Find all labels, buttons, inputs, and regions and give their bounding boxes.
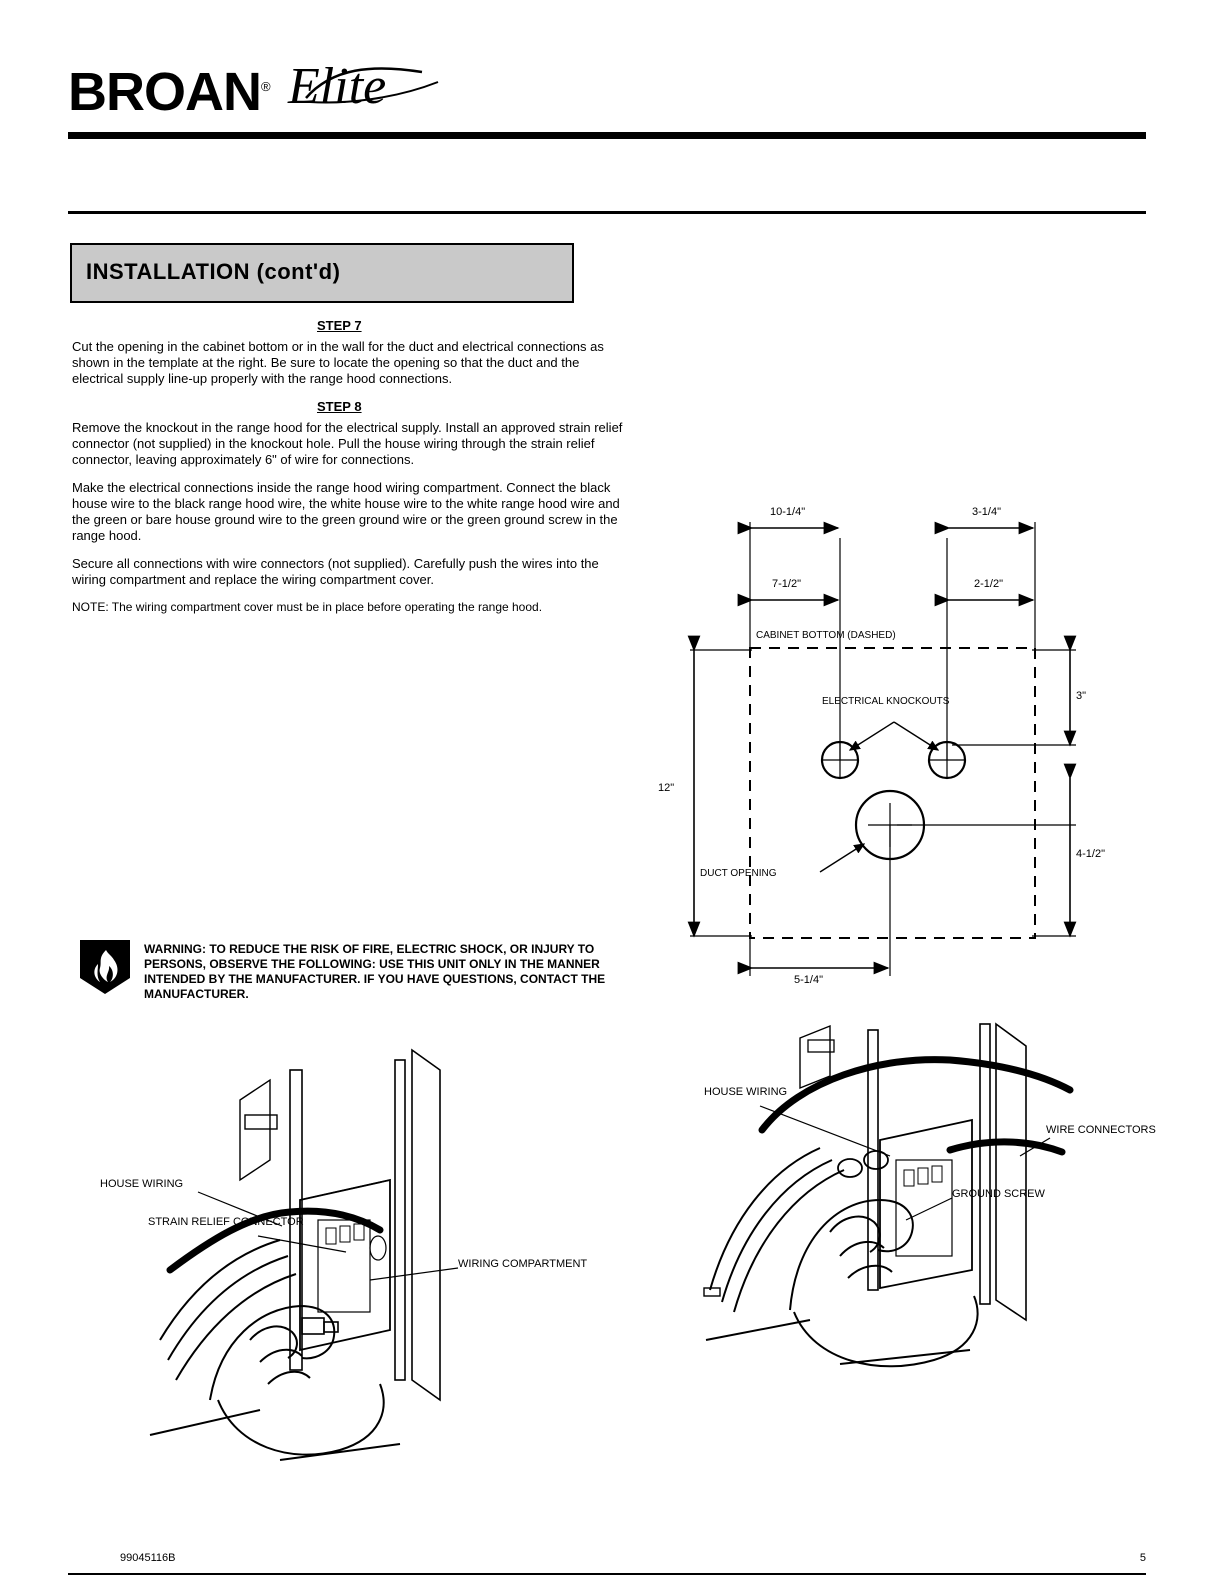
- dim-inner-left: 7-1/2": [772, 578, 801, 590]
- cutout-template-diagram: [658, 500, 1105, 1020]
- caption-left-strain-relief: STRAIN RELIEF CONNECTOR: [148, 1216, 304, 1228]
- brand-name-elite: Elite: [288, 58, 387, 115]
- caption-right-house-wiring: HOUSE WIRING: [704, 1086, 788, 1098]
- wiring-paragraph-2: Secure all connections with wire connectors (not supplied). Carefully push the wires into the wiring compartment and replace the wiring compartment cover.: [72, 556, 599, 587]
- wiring-paragraph-1: Make the electrical connections inside the range hood wiring compartment. Connect the black house wire to the black range hood wire, the white house wire to the white range hood wire and the green or bare house ground wire to the green ground wire or the green ground screw in the range hood.: [72, 480, 620, 543]
- step-8-heading: STEP 8: [317, 399, 362, 414]
- dim-right-upper: 3": [1076, 690, 1087, 702]
- header-rule-top: [68, 132, 1146, 139]
- photo-wiring-left: [100, 1040, 588, 1470]
- step-8-body: Remove the knockout in the range hood for the electrical supply. Install an approved strain relief connector (not supplied) in the knockout hole. Pull the house wiring through the strain relief connector, leaving approximately 6" of wire for connections.: [72, 420, 623, 467]
- registered-mark: ®: [261, 79, 270, 94]
- callout-duct-opening: DUCT OPENING: [700, 868, 777, 879]
- section-header-label: INSTALLATION (cont'd): [86, 259, 341, 284]
- caption-left-house-wiring: HOUSE WIRING: [100, 1178, 184, 1190]
- dim-inner-right: 2-1/2": [974, 578, 1003, 590]
- section-header-bar: [70, 243, 574, 303]
- caption-right-wire-connectors: WIRE CONNECTORS: [1046, 1124, 1156, 1136]
- step-7-heading: STEP 7: [317, 318, 362, 333]
- wiring-note: NOTE: The wiring compartment cover must be in place before operating the range hood.: [72, 600, 543, 614]
- caption-left-wiring-compartment: WIRING COMPARTMENT: [458, 1258, 588, 1270]
- header-rule-bottom: [68, 211, 1146, 214]
- step-7-body: Cut the opening in the cabinet bottom or in the wall for the duct and electrical connections as shown in the template at the right. Be sure to locate the opening so that the duct and the electrical supply line-up properly with the range hood connections.: [72, 339, 604, 386]
- warning-text: WARNING: TO REDUCE THE RISK OF FIRE, ELECTRIC SHOCK, OR INJURY TO PERSONS, OBSERVE THE FOLLOWING: USE THIS UNIT ONLY IN THE MANNER INTENDED BY THE MANUFACTURER. IF YOU HAVE QUESTIONS, CONTACT THE MANUFACTURER.: [144, 942, 606, 1001]
- dim-right-lower: 4-1/2": [1076, 848, 1105, 860]
- flame-icon: [78, 938, 132, 996]
- photo-wiring-right: [690, 1020, 1156, 1380]
- dim-bottom-span: 5-1/4": [794, 974, 823, 986]
- brand-name-broan: BROAN®: [68, 62, 270, 122]
- dim-top-right: 3-1/4": [972, 506, 1001, 518]
- caption-right-ground-screw: GROUND SCREW: [952, 1188, 1045, 1200]
- callout-cabinet-bottom: CABINET BOTTOM (DASHED): [756, 630, 896, 641]
- diagram-svg: [672, 500, 1092, 1020]
- elite-swash-icon: [302, 58, 442, 108]
- page-number: 5: [1139, 1552, 1146, 1564]
- footer-rule: [68, 1573, 1146, 1575]
- callout-electrical-knockouts: ELECTRICAL KNOCKOUTS: [822, 696, 950, 707]
- dim-left-height: 12": [658, 782, 675, 794]
- dim-top-left: 10-1/4": [770, 506, 806, 518]
- footer-doc-code: 99045116B: [120, 1552, 176, 1564]
- instruction-body: [72, 318, 632, 625]
- photo-left-svg: [140, 1040, 500, 1470]
